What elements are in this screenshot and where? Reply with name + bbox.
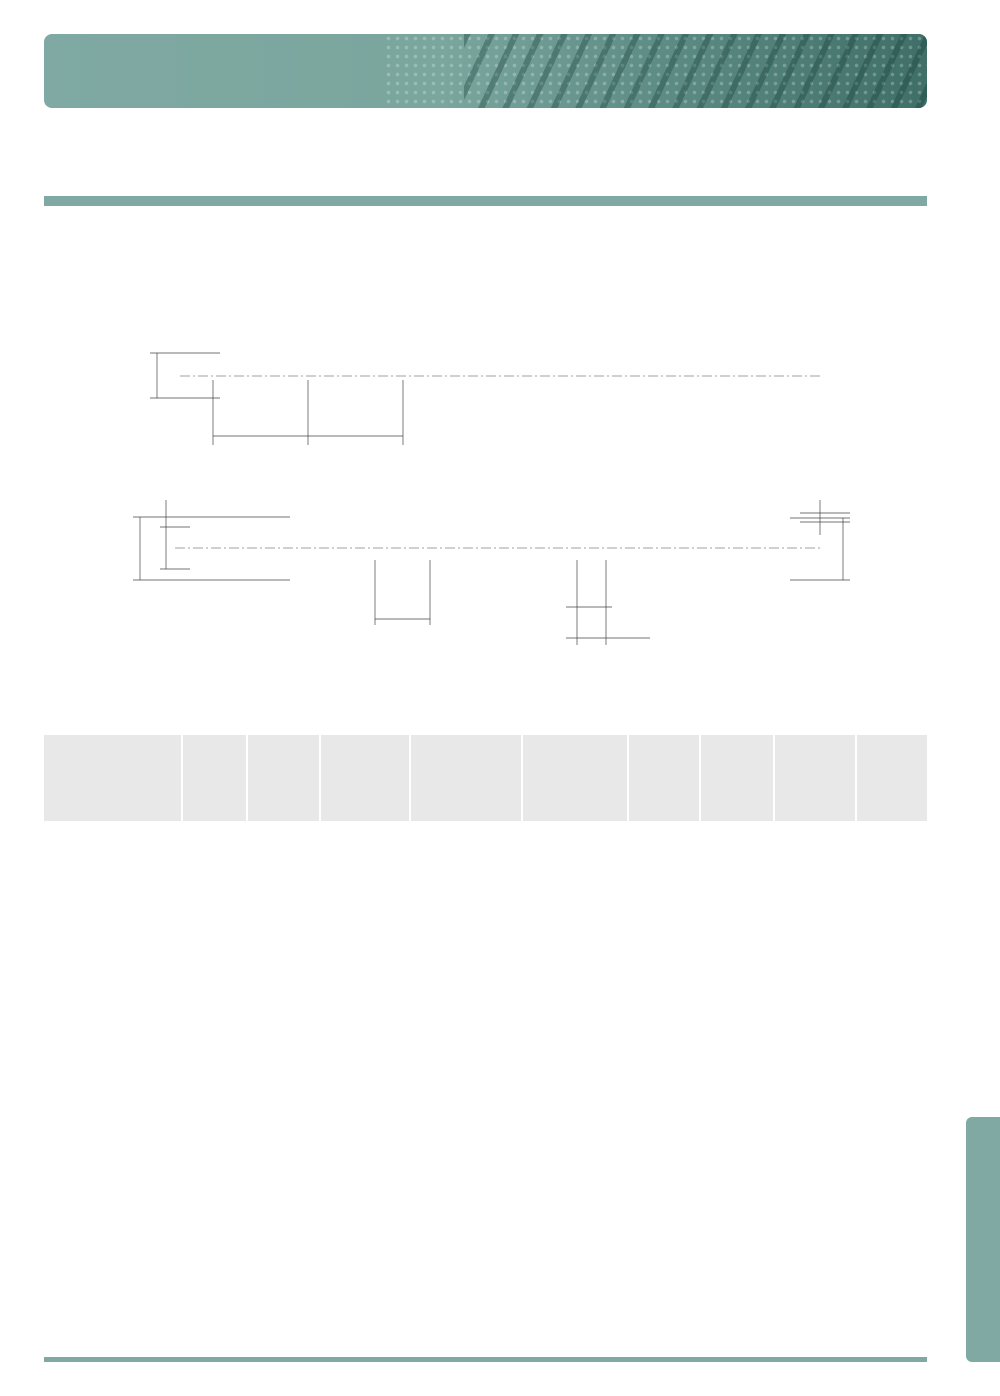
header-roller-diameter (247, 735, 320, 821)
side-section-tab (966, 1117, 1000, 1362)
spec-table (44, 735, 927, 821)
header-row-titles (44, 735, 927, 821)
side-tab-label (970, 1117, 1000, 1362)
header-inner-plate-depth (628, 735, 700, 821)
header-plate-thickness (700, 735, 774, 821)
header-width-inner-plates (320, 735, 410, 821)
header-pin-diameter (410, 735, 522, 821)
header-pitch (182, 735, 247, 821)
header-pin-length (522, 735, 628, 821)
header-breaking-load (774, 735, 856, 821)
header-weight-per-meter (856, 735, 927, 821)
footer-divider (44, 1357, 927, 1362)
header-chain-no (44, 735, 182, 821)
